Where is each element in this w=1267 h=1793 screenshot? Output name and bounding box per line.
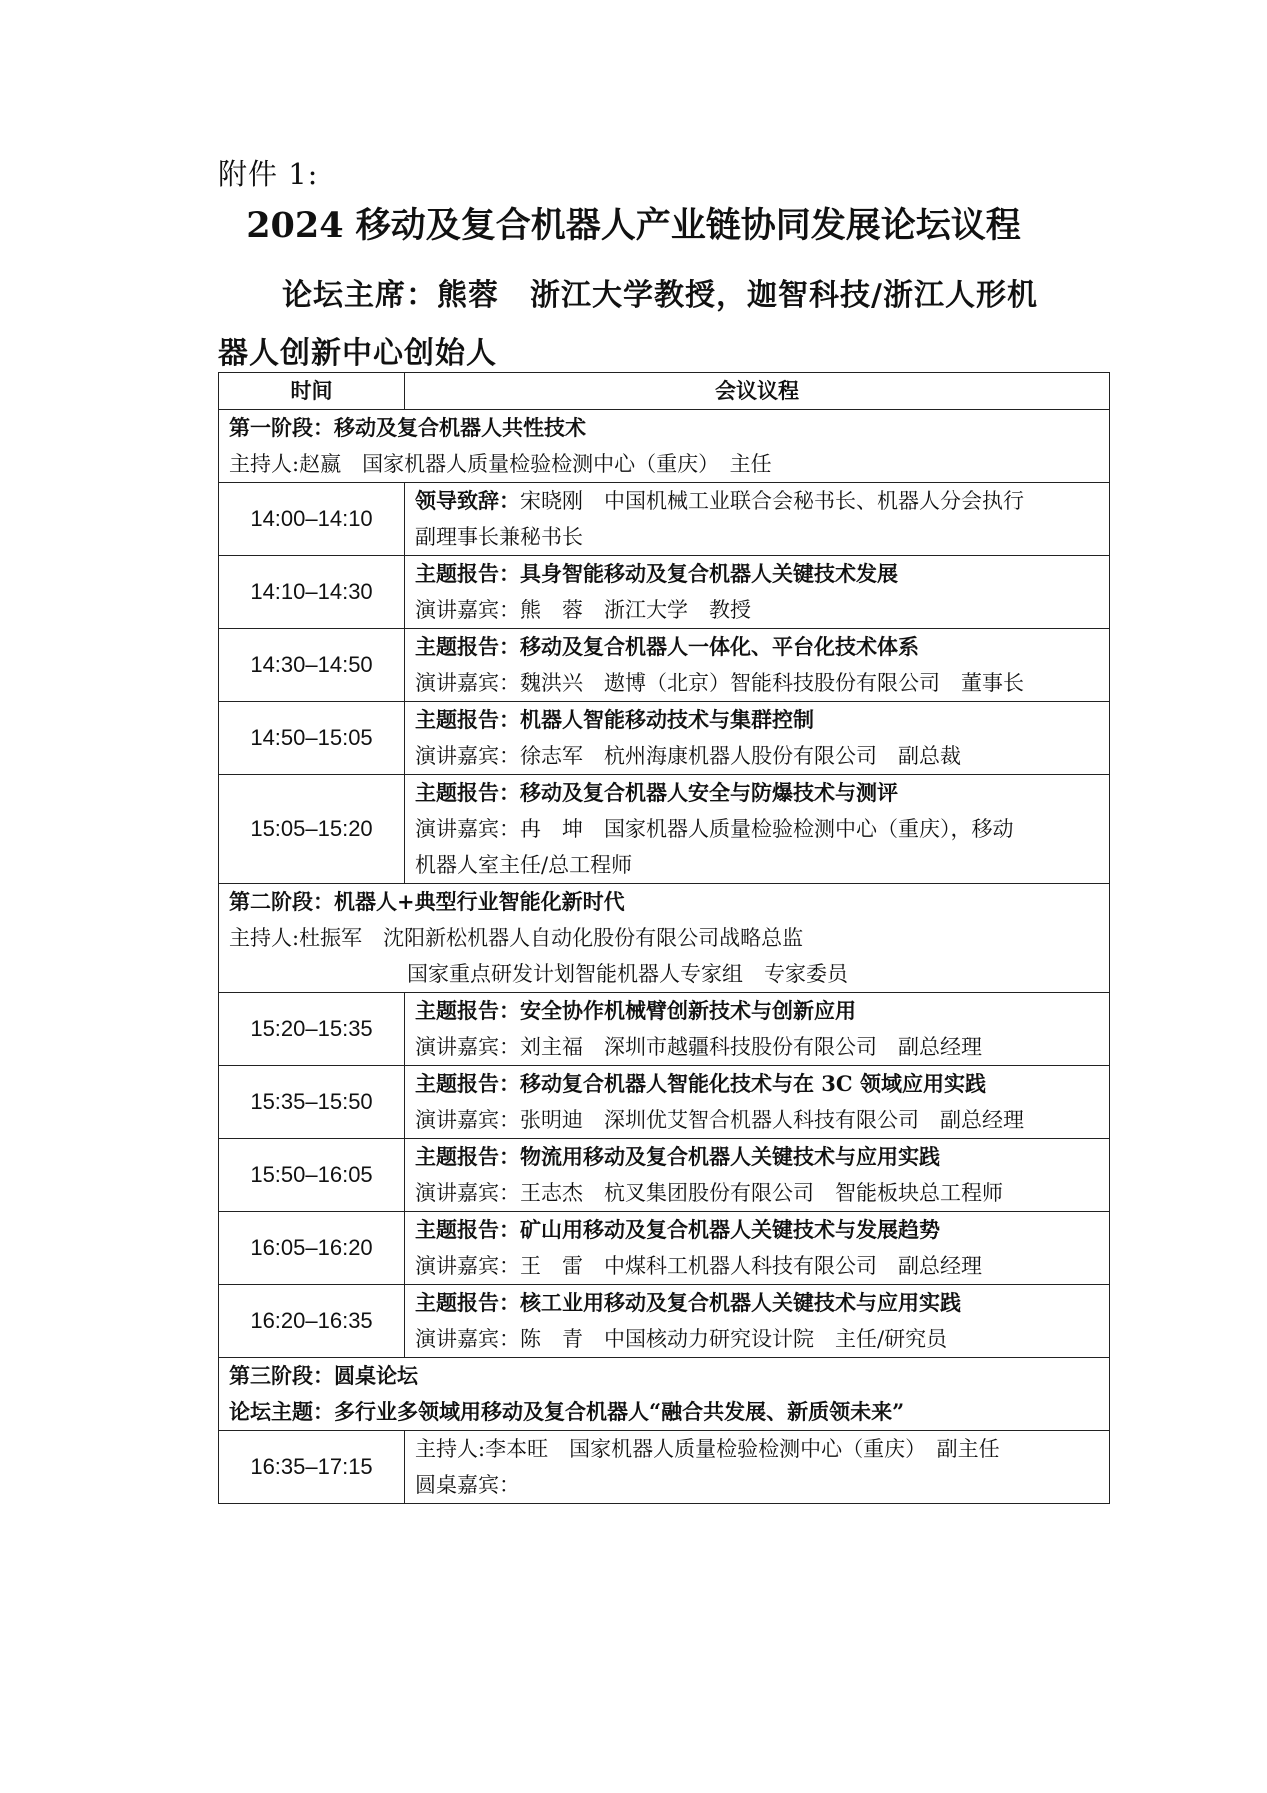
- topic-text: 核工业用移动及复合机器人关键技术与应用实践: [520, 1290, 961, 1315]
- item-cell: [405, 556, 1110, 629]
- time-cell: 14:30–14:50: [219, 629, 405, 702]
- topic-label: 主题报告：: [415, 1217, 520, 1242]
- stage3-theme: 论坛主题：多行业多领域用移动及复合机器人“融合共发展、新质领未来”: [229, 1399, 905, 1424]
- table-row: [219, 629, 1110, 702]
- stage2-cell: [219, 884, 1110, 993]
- speaker-text: 陈 青 中国核动力研究设计院 主任/研究员: [520, 1327, 948, 1351]
- stage2-title: 第二阶段：机器人+典型行业智能化新时代: [229, 889, 625, 914]
- speaker-label: 演讲嘉宾：: [415, 598, 520, 622]
- table-row: [219, 483, 1110, 556]
- topic-label: 主题报告：: [415, 780, 520, 805]
- table-row: [219, 1066, 1110, 1139]
- topic-text: 移动及复合机器人安全与防爆技术与测评: [520, 780, 898, 805]
- item-cell: [405, 629, 1110, 702]
- speaker-text: 冉 坤 国家机器人质量检验检测中心（重庆），移动: [520, 817, 1014, 841]
- topic-label: 主题报告：: [415, 561, 520, 586]
- item-cell: [405, 483, 1110, 556]
- topic-text: 机器人智能移动技术与集群控制: [520, 707, 814, 732]
- table-row: [219, 1139, 1110, 1212]
- table-row: [219, 1212, 1110, 1285]
- item-cell: [405, 1431, 1110, 1504]
- header-agenda: 会议议程: [405, 373, 1110, 410]
- forum-chair-line1: 论坛主席：熊蓉 浙江大学教授，迦智科技/浙江人形机: [282, 278, 1038, 313]
- speaker-label: 演讲嘉宾：: [415, 1181, 520, 1205]
- speaker-label: 演讲嘉宾：: [415, 1327, 520, 1351]
- topic-text: 移动及复合机器人一体化、平台化技术体系: [520, 634, 919, 659]
- speaker-label: 演讲嘉宾：: [415, 671, 520, 695]
- time-cell: 16:35–17:15: [219, 1431, 405, 1504]
- speaker-text: 张明迪 深圳优艾智合机器人科技有限公司 副总经理: [520, 1108, 1024, 1132]
- item-cell: [405, 1285, 1110, 1358]
- time-cell: 15:05–15:20: [219, 775, 405, 884]
- agenda-table: [218, 372, 1110, 1504]
- document-title: 2024 移动及复合机器人产业链协同发展论坛议程: [246, 205, 1021, 246]
- table-row: [219, 1285, 1110, 1358]
- topic-label: 主题报告：: [415, 1071, 520, 1096]
- topic-label: 主题报告：: [415, 707, 520, 732]
- item-cell: [405, 1066, 1110, 1139]
- stage1-header-row: [219, 410, 1110, 483]
- speaker-text: 王志杰 杭叉集团股份有限公司 智能板块总工程师: [520, 1181, 1003, 1205]
- table-row: [219, 556, 1110, 629]
- speaker-label: 演讲嘉宾：: [415, 1108, 520, 1132]
- stage2-host: 主持人:杜振军 沈阳新松机器人自动化股份有限公司战略总监: [229, 926, 804, 950]
- table-row: [219, 1431, 1110, 1504]
- time-cell: 15:35–15:50: [219, 1066, 405, 1139]
- stage1-title: 第一阶段：移动及复合机器人共性技术: [229, 415, 586, 440]
- attachment-label: 附件 1:: [218, 157, 319, 191]
- speaker-label: 演讲嘉宾：: [415, 1035, 520, 1059]
- forum-chair-line2: 器人创新中心创始人: [218, 336, 497, 371]
- stage2-host-cont: 国家重点研发计划智能机器人专家组 专家委员: [407, 962, 848, 986]
- speaker-label: 演讲嘉宾：: [415, 1254, 520, 1278]
- speaker-text: 刘主福 深圳市越疆科技股份有限公司 副总经理: [520, 1035, 982, 1059]
- speaker-label: 演讲嘉宾：: [415, 817, 520, 841]
- topic-label: 主题报告：: [415, 998, 520, 1023]
- time-cell: 14:00–14:10: [219, 483, 405, 556]
- stage3-header-row: [219, 1358, 1110, 1431]
- topic-text: 物流用移动及复合机器人关键技术与应用实践: [520, 1144, 940, 1169]
- time-cell: 16:05–16:20: [219, 1212, 405, 1285]
- table-row: [219, 775, 1110, 884]
- speaker-text: 王 雷 中煤科工机器人科技有限公司 副总经理: [520, 1254, 982, 1278]
- speaker-label: 演讲嘉宾：: [415, 744, 520, 768]
- speaker-text: 徐志军 杭州海康机器人股份有限公司 副总裁: [520, 744, 961, 768]
- roundtable-guests-label: 圆桌嘉宾：: [415, 1473, 520, 1497]
- time-cell: 14:10–14:30: [219, 556, 405, 629]
- topic-label: 主题报告：: [415, 1290, 520, 1315]
- stage1-host: 主持人:赵嬴 国家机器人质量检验检测中心（重庆） 主任: [229, 452, 772, 476]
- item-label: 领导致辞：: [415, 488, 520, 513]
- time-cell: 16:20–16:35: [219, 1285, 405, 1358]
- stage2-header-row: [219, 884, 1110, 993]
- topic-label: 主题报告：: [415, 1144, 520, 1169]
- speaker-text: 熊 蓉 浙江大学 教授: [520, 598, 751, 622]
- table-row: [219, 702, 1110, 775]
- time-cell: 15:20–15:35: [219, 993, 405, 1066]
- header-time: 时间: [219, 373, 405, 410]
- table-header-row: [219, 373, 1110, 410]
- table-row: [219, 993, 1110, 1066]
- time-cell: 15:50–16:05: [219, 1139, 405, 1212]
- topic-text: 具身智能移动及复合机器人关键技术发展: [520, 561, 898, 586]
- stage3-title: 第三阶段：圆桌论坛: [229, 1363, 418, 1388]
- item-cell: [405, 1212, 1110, 1285]
- topic-text: 安全协作机械臂创新技术与创新应用: [520, 998, 856, 1023]
- item-cell: [405, 702, 1110, 775]
- topic-text: 矿山用移动及复合机器人关键技术与发展趋势: [520, 1217, 940, 1242]
- item-cell: [405, 1139, 1110, 1212]
- item-cell: [405, 775, 1110, 884]
- topic-label: 主题报告：: [415, 634, 520, 659]
- roundtable-host: 主持人:李本旺 国家机器人质量检验检测中心（重庆） 副主任: [415, 1437, 1000, 1461]
- item-cell: [405, 993, 1110, 1066]
- speaker-text: 魏洪兴 遨博（北京）智能科技股份有限公司 董事长: [520, 671, 1024, 695]
- item-text: 宋晓刚 中国机械工业联合会秘书长、机器人分会执行: [520, 489, 1024, 513]
- item-text-cont: 副理事长兼秘书长: [415, 525, 583, 549]
- time-cell: 14:50–15:05: [219, 702, 405, 775]
- stage1-cell: [219, 410, 1110, 483]
- stage3-cell: [219, 1358, 1110, 1431]
- speaker-text-cont: 机器人室主任/总工程师: [415, 853, 633, 877]
- topic-text: 移动复合机器人智能化技术与在 3C 领域应用实践: [520, 1071, 986, 1096]
